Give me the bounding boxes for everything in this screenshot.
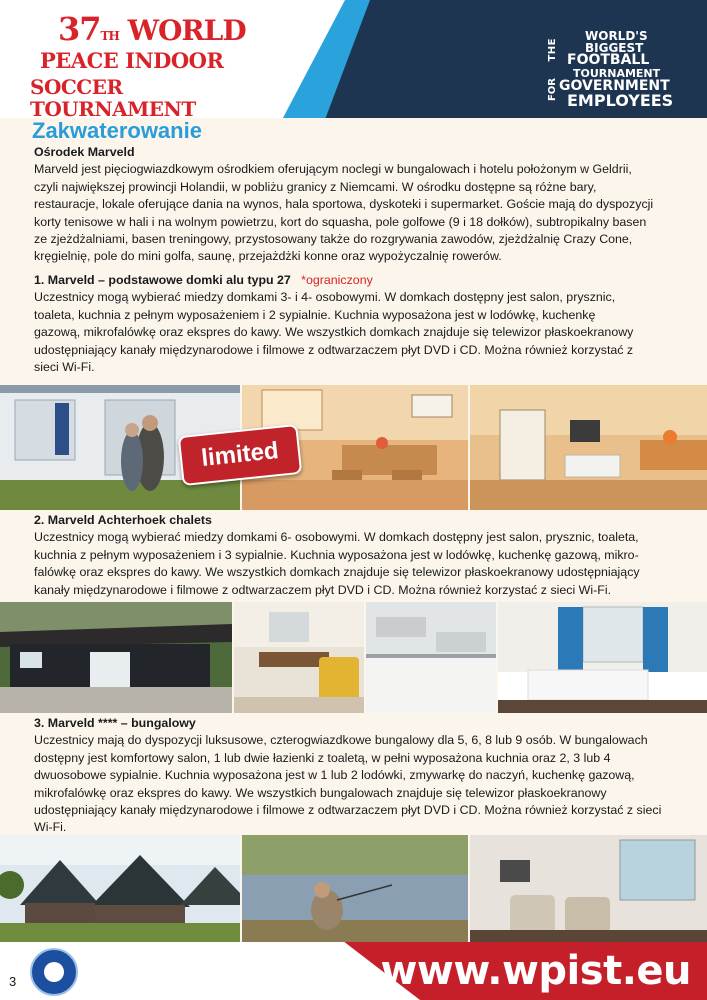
- website-url[interactable]: www.wpist.eu: [380, 948, 691, 994]
- chalet-kitchen-photo: [470, 385, 707, 510]
- logo-line-3: SOCCER TOURNAMENT: [30, 75, 196, 118]
- intro-line: Marveld jest pięciogwiazdkowym ośrodkiem oferującym noclegi w bungalowach i hotelu położonym w Geldrii,: [34, 162, 632, 177]
- section-2-heading: 2. Marveld Achterhoek chalets: [34, 513, 212, 527]
- section-3-line: Uczestnicy mają do dyspozycji luksusowe, czterogwiazdkowe bungalowy dla 5, 6, 8 lub 9 osób. W bungalowach: [34, 733, 648, 748]
- tagline-the: THE: [547, 38, 558, 62]
- section-1-line: toaleta, kuchnia z pełnym wyposażeniem i 2 sypialnie. Kuchnia wyposażona jest w lodówkę, kuchenkę: [34, 307, 596, 322]
- section-2-line: falówkę oraz ekspres do kawy. We wszystkich domkach znajduje się telewizor płaskoekranowy udostępniający: [34, 565, 640, 580]
- section-3-line: dwuosobowe sypialnie. Kuchnia wyposażona jest w 1 lub 2 lodówki, zmywarkę do naczyń, kuchenkę gazową,: [34, 768, 635, 783]
- photo-strip-3: [0, 835, 707, 942]
- section-1-line: sieci Wi-Fi.: [34, 360, 95, 375]
- logo-world: WORLD: [127, 14, 246, 47]
- logo-line-1: [58, 10, 246, 51]
- page-number: 3: [9, 974, 17, 989]
- tournament-logo: [18, 10, 248, 118]
- football-emblem-icon: [30, 948, 78, 996]
- tagline-for: FOR: [547, 78, 558, 102]
- intro-block: [34, 144, 684, 266]
- limited-note: *ograniczony: [301, 273, 373, 287]
- intro-line: kręgielnię, pole do mini golfa, saunę, przejażdżki konne oraz wypożyczalnię rowerów.: [34, 249, 502, 264]
- lake-fishing-photo: [242, 835, 468, 942]
- achterhoek-kitchen-photo: [366, 602, 496, 713]
- section-3-line: dostępny jest komfortowy salon, 1 lub dwie łazienki z toaletą, w pełni wyposażona kuchnia oraz 2, 3 lub 4: [34, 750, 611, 765]
- section-3-line: Wi-Fi.: [34, 820, 67, 835]
- section-1-line: gazową, mikrofalówkę oraz ekspres do kawy. We wszystkich domkach znajduje się telewizor płaskoekranowy: [34, 325, 634, 340]
- logo-line-2: PEACE INDOOR: [40, 48, 224, 73]
- logo-number: 37: [58, 10, 101, 48]
- achterhoek-bedroom-photo: [498, 602, 707, 713]
- bungalow-exterior-photo: [0, 835, 240, 942]
- section-3-line: udostępniający kanały międzynarodowe i filmowe z odtwarzaczem płyt DVD i CD. Można również korzystać z sieci: [34, 803, 662, 818]
- football-icon: [44, 962, 64, 982]
- tagline-worlds: WORLD'S: [585, 29, 648, 43]
- page-title: Zakwaterowanie: [32, 118, 202, 143]
- photo-strip-2: [0, 602, 707, 713]
- section-1-heading-row: [34, 272, 684, 289]
- section-1-line: Uczestnicy mogą wybierać miedzy domkami 3- i 4- osobowymi. W domkach dostępny jest salon, prysznic,: [34, 290, 616, 305]
- intro-heading: Ośrodek Marveld: [34, 145, 135, 159]
- intro-line: czyli największej prowincji Holandii, w pobliżu granicy z Niemcami. W ośrodku dostępne są różne bary,: [34, 179, 597, 194]
- section-1-heading: 1. Marveld – podstawowe domki alu typu 27: [34, 273, 291, 287]
- achterhoek-dining-photo: [234, 602, 364, 713]
- section-3-line: mikrofalówkę oraz ekspres do kawy. We wszystkich bungalowach znajduje się telewizor płaskoekranowy: [34, 785, 607, 800]
- intro-line: restauracje, lokale oferujące dania na wynos, hala sportowa, dyskoteki i supermarket. Goście mają do dyspozycji: [34, 197, 654, 212]
- tagline-employees: EMPLOYEES: [567, 91, 674, 110]
- bungalow-living-room-photo: [470, 835, 707, 942]
- achterhoek-chalet-exterior-photo: [0, 602, 232, 713]
- tagline: [547, 30, 697, 108]
- photo-strip-1: [0, 385, 707, 510]
- intro-line: ze zjeżdżalniami, basen treningowy, przystosowany także do rozgrywania zawodów, zjeżdżalnię Crazy Cone,: [34, 232, 633, 247]
- limited-badge: limited: [178, 424, 303, 486]
- section-3-heading: 3. Marveld **** – bungalowy: [34, 716, 196, 730]
- section-2-line: kuchnia z pełnym wyposażeniem i 3 sypialnie. Kuchnia wyposażona jest w lodówkę, kuchenkę gazową, mikro-: [34, 547, 639, 562]
- section-1-line: udostępniający kanały międzynarodowe i filmowe z odtwarzaczem płyt DVD i CD. Można również korzystać z: [34, 342, 634, 357]
- page-footer: [0, 942, 707, 1000]
- intro-line: korty tenisowe w hali i na wolnym powietrzu, kort do squasha, pole golfowe (9 i 18 dołków), subtropikalny basen: [34, 214, 647, 229]
- page-header: [0, 0, 707, 118]
- section-1-block: [34, 272, 684, 376]
- section-2-line: kanały międzynarodowe i filmowe z odtwarzaczem płyt DVD i CD. Można również korzystać z sieci Wi-Fi.: [34, 582, 612, 597]
- section-2-line: Uczestnicy mogą wybierać miedzy domkami 6- osobowymi. W domkach dostępny jest salon, prysznic, toaleta,: [34, 530, 639, 545]
- tagline-tournament: TOURNAMENT: [573, 67, 661, 80]
- section-3-block: [34, 715, 684, 837]
- logo-ordinal: TH: [100, 29, 119, 43]
- tagline-government: GOVERNMENT: [559, 78, 670, 94]
- tagline-biggest: BIGGEST: [585, 41, 644, 55]
- tagline-football: FOOTBALL: [567, 52, 650, 68]
- section-2-block: [34, 512, 684, 599]
